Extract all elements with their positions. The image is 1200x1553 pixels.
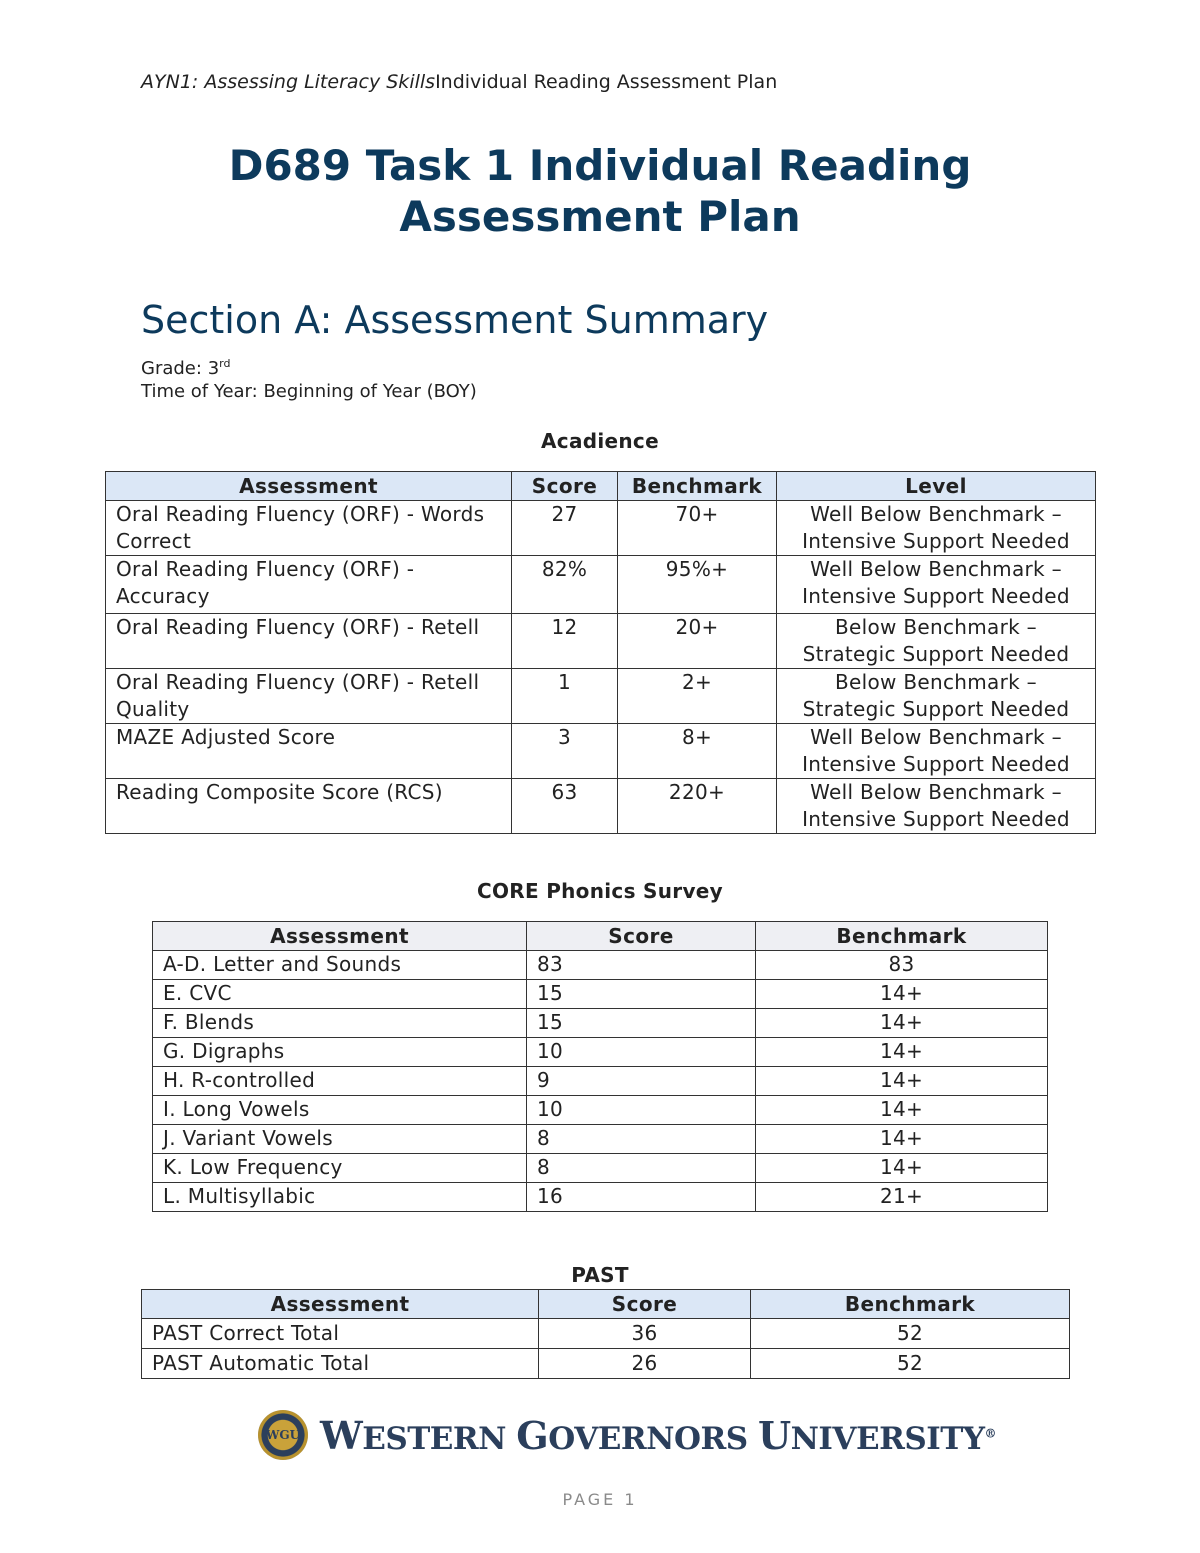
- document-name: Individual Reading Assessment Plan: [435, 71, 778, 93]
- wordmark-word: OVERNORS: [548, 1420, 748, 1457]
- score-cell: 26: [539, 1349, 751, 1379]
- score-cell: 3: [512, 724, 618, 779]
- time-label: Time of Year:: [141, 381, 258, 402]
- benchmark-cell: 21+: [756, 1183, 1048, 1212]
- wgu-logo: [258, 1410, 996, 1460]
- column-header: Benchmark: [751, 1290, 1070, 1319]
- assessment-cell: K. Low Frequency: [153, 1154, 527, 1183]
- table-row: [153, 980, 1048, 1009]
- table-row: [153, 1067, 1048, 1096]
- time-value: Beginning of Year (BOY): [263, 381, 477, 402]
- table-header-row: [153, 922, 1048, 951]
- score-cell: 27: [512, 501, 618, 556]
- table-row: [142, 1319, 1070, 1349]
- university-wordmark: [320, 1413, 996, 1458]
- assessment-cell: I. Long Vowels: [153, 1096, 527, 1125]
- assessment-cell: J. Variant Vowels: [153, 1125, 527, 1154]
- column-header: Score: [512, 472, 618, 501]
- table-row: [153, 1038, 1048, 1067]
- table-row: [153, 1154, 1048, 1183]
- assessment-cell: Reading Composite Score (RCS): [106, 779, 512, 834]
- assessment-cell: Oral Reading Fluency (ORF) - Accuracy: [106, 556, 512, 614]
- table-header-row: [142, 1290, 1070, 1319]
- benchmark-cell: 14+: [756, 1096, 1048, 1125]
- acadience-table: [105, 471, 1096, 834]
- university-seal-icon: [258, 1410, 308, 1460]
- running-header: [141, 71, 777, 93]
- benchmark-cell: 70+: [618, 501, 777, 556]
- benchmark-cell: 14+: [756, 980, 1048, 1009]
- score-cell: 16: [527, 1183, 756, 1212]
- table-row: [106, 556, 1096, 614]
- score-cell: 12: [512, 614, 618, 669]
- grade-label: Grade:: [141, 358, 202, 379]
- registered-mark: ®: [984, 1426, 996, 1441]
- assessment-cell: Oral Reading Fluency (ORF) - Retell Quality: [106, 669, 512, 724]
- benchmark-cell: 14+: [756, 1009, 1048, 1038]
- grade-value: 3: [207, 358, 220, 379]
- score-cell: 15: [527, 980, 756, 1009]
- score-cell: 9: [527, 1067, 756, 1096]
- table-row: [106, 779, 1096, 834]
- wordmark-initial: G: [516, 1412, 549, 1458]
- document-title: [0, 140, 1200, 242]
- level-cell: Well Below Benchmark – Intensive Support Needed: [777, 556, 1096, 614]
- assessment-cell: L. Multisyllabic: [153, 1183, 527, 1212]
- benchmark-cell: 8+: [618, 724, 777, 779]
- table-row: [153, 1183, 1048, 1212]
- course-name: Assessing Literacy Skills: [204, 71, 436, 93]
- table-row: [153, 1096, 1048, 1125]
- acadience-caption: Acadience: [541, 429, 659, 453]
- title-line-1: D689 Task 1 Individual Reading: [228, 141, 972, 190]
- score-cell: 10: [527, 1038, 756, 1067]
- table-row: [142, 1349, 1070, 1379]
- table-row: [153, 1009, 1048, 1038]
- benchmark-cell: 14+: [756, 1125, 1048, 1154]
- assessment-cell: Oral Reading Fluency (ORF) - Retell: [106, 614, 512, 669]
- column-header: Benchmark: [618, 472, 777, 501]
- assessment-cell: G. Digraphs: [153, 1038, 527, 1067]
- assessment-cell: PAST Correct Total: [142, 1319, 539, 1349]
- score-cell: 82%: [512, 556, 618, 614]
- score-cell: 1: [512, 669, 618, 724]
- benchmark-cell: 14+: [756, 1154, 1048, 1183]
- assessment-cell: Oral Reading Fluency (ORF) - Words Correct: [106, 501, 512, 556]
- level-cell: Well Below Benchmark – Intensive Support Needed: [777, 779, 1096, 834]
- score-cell: 8: [527, 1154, 756, 1183]
- assessment-cell: F. Blends: [153, 1009, 527, 1038]
- benchmark-cell: 2+: [618, 669, 777, 724]
- benchmark-cell: 52: [751, 1349, 1070, 1379]
- benchmark-cell: 220+: [618, 779, 777, 834]
- column-header: Score: [539, 1290, 751, 1319]
- table-row: [153, 1125, 1048, 1154]
- wordmark-initial: U: [757, 1412, 791, 1458]
- course-code: AYN1:: [141, 71, 199, 93]
- page-number: PAGE 1: [562, 1490, 638, 1509]
- assessment-cell: PAST Automatic Total: [142, 1349, 539, 1379]
- section-a-heading: Section A: Assessment Summary: [141, 298, 769, 342]
- table-header-row: [106, 472, 1096, 501]
- benchmark-cell: 20+: [618, 614, 777, 669]
- score-cell: 83: [527, 951, 756, 980]
- past-caption: PAST: [571, 1263, 629, 1287]
- wordmark-word: NIVERSITY: [790, 1420, 985, 1457]
- column-header: Assessment: [153, 922, 527, 951]
- seal-monogram: WGU: [265, 1428, 301, 1442]
- benchmark-cell: 52: [751, 1319, 1070, 1349]
- score-cell: 15: [527, 1009, 756, 1038]
- score-cell: 36: [539, 1319, 751, 1349]
- level-cell: Below Benchmark – Strategic Support Needed: [777, 614, 1096, 669]
- benchmark-cell: 14+: [756, 1038, 1048, 1067]
- wordmark-initial: W: [320, 1412, 363, 1458]
- core-phonics-table: [152, 921, 1048, 1212]
- assessment-cell: MAZE Adjusted Score: [106, 724, 512, 779]
- benchmark-cell: 95%+: [618, 556, 777, 614]
- table-row: [106, 501, 1096, 556]
- level-cell: Well Below Benchmark – Intensive Support Needed: [777, 501, 1096, 556]
- core-phonics-caption: CORE Phonics Survey: [476, 879, 723, 903]
- column-header: Assessment: [106, 472, 512, 501]
- assessment-cell: A-D. Letter and Sounds: [153, 951, 527, 980]
- past-table: [141, 1289, 1070, 1379]
- benchmark-cell: 14+: [756, 1067, 1048, 1096]
- column-header: Score: [527, 922, 756, 951]
- title-line-2: Assessment Plan: [399, 192, 801, 241]
- score-cell: 8: [527, 1125, 756, 1154]
- score-cell: 10: [527, 1096, 756, 1125]
- column-header: Level: [777, 472, 1096, 501]
- table-row: [153, 951, 1048, 980]
- table-row: [106, 724, 1096, 779]
- assessment-cell: H. R-controlled: [153, 1067, 527, 1096]
- level-cell: Below Benchmark – Strategic Support Needed: [777, 669, 1096, 724]
- grade-suffix: rd: [219, 357, 231, 370]
- benchmark-cell: 83: [756, 951, 1048, 980]
- column-header: Assessment: [142, 1290, 539, 1319]
- table-row: [106, 669, 1096, 724]
- wordmark-word: ESTERN: [362, 1420, 506, 1457]
- assessment-cell: E. CVC: [153, 980, 527, 1009]
- column-header: Benchmark: [756, 922, 1048, 951]
- table-row: [106, 614, 1096, 669]
- grade-line: [141, 357, 230, 379]
- level-cell: Well Below Benchmark – Intensive Support Needed: [777, 724, 1096, 779]
- score-cell: 63: [512, 779, 618, 834]
- time-of-year-line: [141, 381, 477, 402]
